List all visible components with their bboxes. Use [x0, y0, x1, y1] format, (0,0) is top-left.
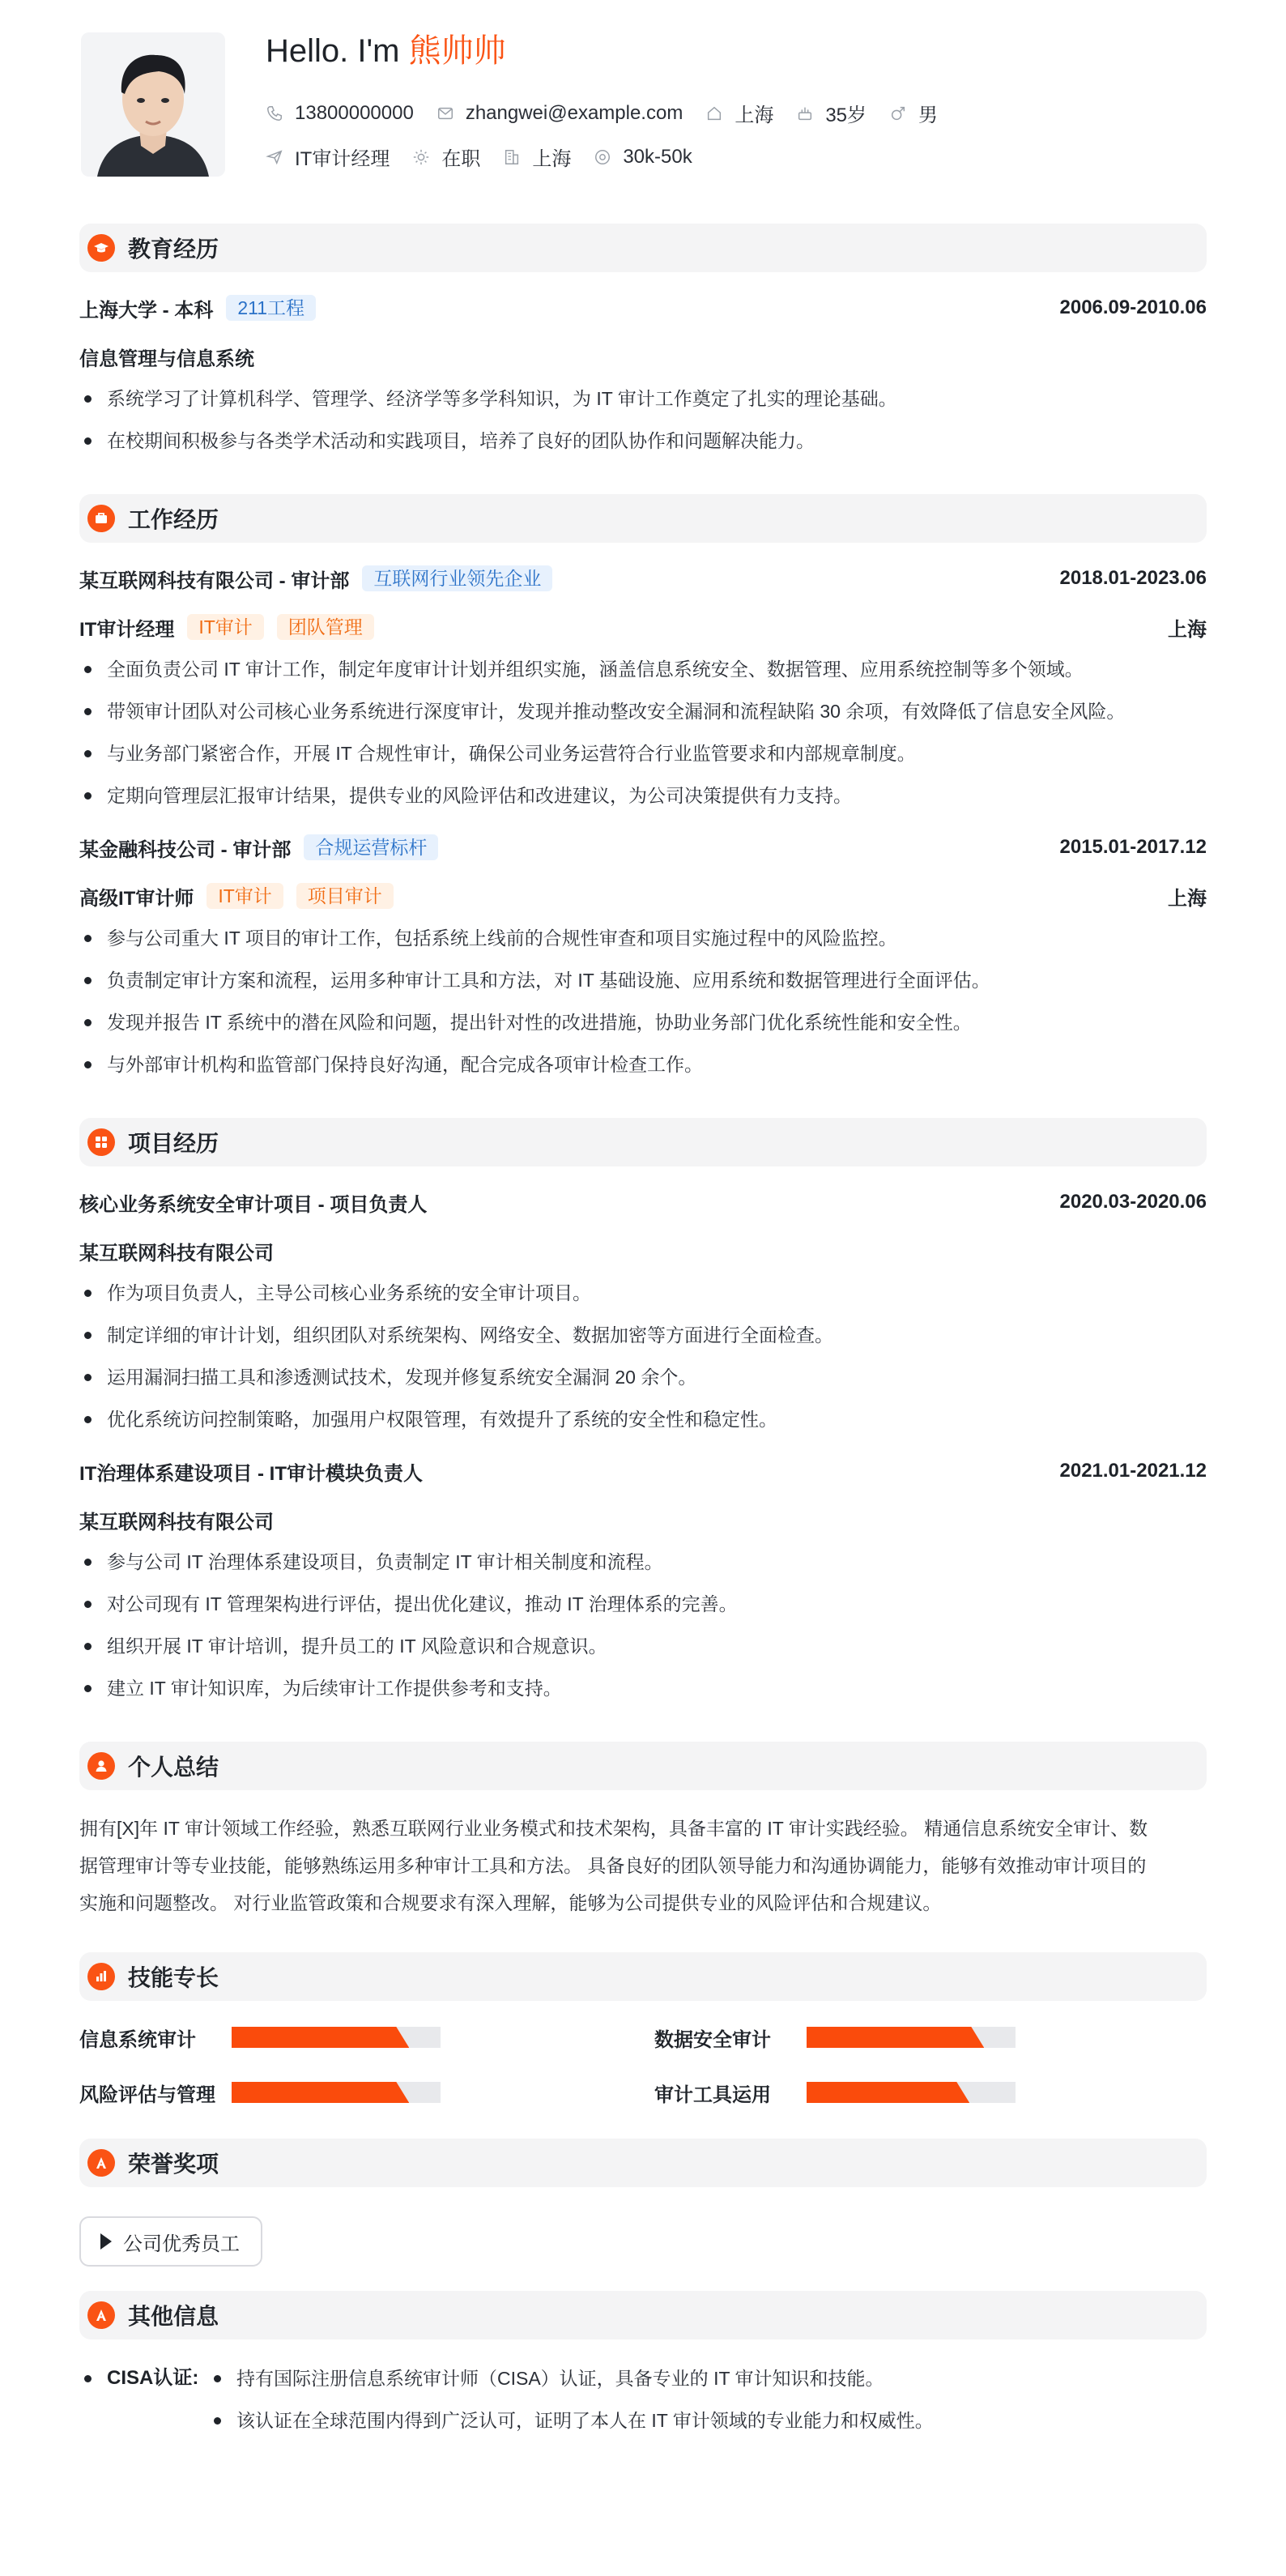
skill-item: [79, 2025, 654, 2049]
role-row: [79, 881, 1207, 911]
work-heading: [79, 494, 1207, 543]
role-tag: IT审计: [207, 883, 283, 909]
education-title: 教育经历: [128, 237, 219, 262]
gender-text: 男: [918, 104, 939, 126]
project-org: 某互联网科技有限公司: [79, 1511, 274, 1533]
list-item: 发现并报告 IT 系统中的潜在风险和问题，提出针对性的改进措施，协助业务部门优化系统性能和安全性。: [79, 1001, 1207, 1043]
skills-heading: [79, 1952, 1207, 2001]
job-date: 2015.01-2017.12: [1059, 836, 1207, 858]
company-tag: 合规运营标杆: [304, 834, 438, 860]
role-row: [79, 612, 1207, 642]
cert-bullets: [209, 2357, 1207, 2442]
job-location: 上海: [1168, 618, 1207, 641]
list-item: 参与公司重大 IT 项目的审计工作，包括系统上线前的合规性审查和项目实施过程中的风险监控。: [79, 917, 1207, 959]
skills-title: 技能专长: [128, 1965, 219, 1990]
bar-chart-icon: [87, 1963, 115, 1990]
project-date: 2020.03-2020.06: [1059, 1191, 1207, 1213]
job-title-text: IT审计经理: [295, 148, 390, 170]
city-text: 上海: [735, 104, 774, 126]
status-item: [412, 143, 480, 171]
city-item: [705, 99, 773, 127]
list-item: 建立 IT 审计知识库，为后续审计工作提供参考和支持。: [79, 1667, 1207, 1709]
other-info: [79, 2357, 1207, 2442]
email-text: zhangwei@example.com: [465, 101, 683, 124]
projects-heading: [79, 1118, 1207, 1166]
project-name: IT治理体系建设项目 - IT审计模块负责人: [79, 1462, 423, 1485]
list-item: 该认证在全球范围内得到广泛认可，证明了本人在 IT 审计领域的专业能力和权威性。: [209, 2399, 1207, 2442]
list-item: 参与公司 IT 治理体系建设项目，负责制定 IT 审计相关制度和流程。: [79, 1541, 1207, 1583]
education-bullets: [79, 377, 1207, 462]
cert-label: CISA认证:: [79, 2357, 198, 2399]
job-bullets: [79, 917, 1207, 1085]
salary-icon: [594, 148, 611, 166]
skill-name: 数据安全审计: [654, 2028, 771, 2051]
job-location: 上海: [1168, 887, 1207, 910]
projects-title: 项目经历: [128, 1131, 219, 1156]
age-item: [796, 99, 867, 127]
job-row: [266, 143, 715, 171]
job-date: 2018.01-2023.06: [1059, 567, 1207, 589]
building-icon: [503, 148, 521, 166]
play-icon: [100, 2233, 112, 2250]
skill-bar: [232, 2027, 441, 2048]
skill-bar-fill: [807, 2027, 984, 2048]
skill-bar: [807, 2082, 1016, 2103]
graduation-cap-icon: [87, 234, 115, 262]
status-text: 在职: [441, 148, 481, 170]
role-tag: 团队管理: [277, 614, 374, 640]
info-icon: [87, 2301, 115, 2329]
gender-icon: [889, 104, 907, 122]
skill-name: 信息系统审计: [79, 2028, 196, 2051]
education-heading: [79, 224, 1207, 272]
email-item: [436, 102, 683, 125]
list-item: 带领审计团队对公司核心业务系统进行深度审计，发现并推动整改安全漏洞和流程缺陷 30 余项，有效降低了信息安全风险。: [79, 690, 1207, 732]
skill-item: [654, 2080, 1221, 2105]
mail-icon: [436, 104, 454, 122]
salary-item: [594, 146, 692, 168]
avatar: [81, 32, 225, 177]
honors-heading: [79, 2139, 1207, 2187]
summary-line: 据管理审计等专业技能，能够熟练运用多种审计工具和方法。 具备良好的团队领导能力和沟通协调能力，能够有效推动审计项目的: [79, 1855, 1147, 1876]
project-header-row: [79, 1456, 1207, 1486]
project-header-row: [79, 1188, 1207, 1217]
summary-title: 个人总结: [128, 1755, 219, 1780]
list-item: 与外部审计机构和监管部门保持良好沟通，配合完成各项审计检查工作。: [79, 1043, 1207, 1085]
phone-text: 13800000000: [295, 101, 414, 124]
project-name: 核心业务系统安全审计项目 - 项目负责人: [79, 1193, 428, 1216]
send-icon: [266, 148, 283, 166]
list-item: 优化系统访问控制策略，加强用户权限管理，有效提升了系统的安全性和稳定性。: [79, 1398, 1207, 1440]
education-row: [79, 293, 1207, 322]
role-title: IT审计经理: [79, 618, 175, 641]
project-bullets: [79, 1541, 1207, 1709]
honors-title: 荣誉奖项: [128, 2152, 219, 2177]
skill-bar-fill: [807, 2082, 969, 2103]
role-tag: 项目审计: [296, 883, 394, 909]
status-icon: [412, 148, 430, 166]
list-item: 定期向管理层汇报审计结果，提供专业的风险评估和改进建议，为公司决策提供有力支持。: [79, 774, 1207, 817]
skill-bar: [232, 2082, 441, 2103]
profile-header: [79, 0, 1207, 209]
list-item: 与业务部门紧密合作，开展 IT 合规性审计，确保公司业务运营符合行业监管要求和内部规章制度。: [79, 732, 1207, 774]
skill-item: [654, 2025, 1221, 2049]
skill-bar-fill: [232, 2027, 409, 2048]
greeting-text: Hello. I'm: [266, 33, 400, 69]
award-icon: [87, 2149, 115, 2177]
contact-row: [266, 99, 960, 127]
summary-text: [79, 1810, 1207, 1921]
home-icon: [705, 104, 723, 122]
age-text: 35岁: [825, 104, 867, 126]
job-bullets: [79, 648, 1207, 817]
skill-bar-fill: [232, 2082, 409, 2103]
briefcase-icon: [87, 505, 115, 532]
other-title: 其他信息: [128, 2304, 219, 2329]
role-title: 高级IT审计师: [79, 887, 194, 910]
company-name: 某互联网科技有限公司 - 审计部: [79, 569, 350, 592]
summary-line: 拥有[X]年 IT 审计领域工作经验，熟悉互联网行业业务模式和技术架构，具备丰富的 IT 审计实践经验。 精通信息系统安全审计、数: [79, 1818, 1148, 1839]
work-title: 工作经历: [128, 507, 219, 532]
school-tag: 211工程: [226, 295, 316, 321]
list-item: 制定详细的审计计划，组织团队对系统架构、网络安全、数据加密等方面进行全面检查。: [79, 1314, 1207, 1356]
job-header-row: [79, 833, 1207, 862]
honors-list: [79, 2216, 1207, 2267]
skill-name: 审计工具运用: [654, 2083, 771, 2106]
project-date: 2021.01-2021.12: [1059, 1460, 1207, 1482]
skill-name: 风险评估与管理: [79, 2083, 215, 2106]
list-item: 组织开展 IT 审计培训，提升员工的 IT 风险意识和合规意识。: [79, 1625, 1207, 1667]
target-city-text: 上海: [532, 148, 572, 170]
company-name: 某金融科技公司 - 审计部: [79, 838, 292, 861]
target-city-item: [503, 143, 571, 171]
salary-text: 30k-50k: [623, 145, 692, 168]
major: 信息管理与信息系统: [79, 348, 254, 370]
job-header-row: [79, 564, 1207, 593]
company-tag: 互联网行业领先企业: [362, 565, 552, 591]
gender-item: [889, 99, 938, 127]
skill-bar: [807, 2027, 1016, 2048]
list-item: 对公司现有 IT 管理架构进行评估，提出优化建议，推动 IT 治理体系的完善。: [79, 1583, 1207, 1625]
list-item: 全面负责公司 IT 审计工作，制定年度审计计划并组织实施，涵盖信息系统安全、数据管理、应用系统控制等多个领域。: [79, 648, 1207, 690]
phone-icon: [266, 104, 283, 122]
list-item: 运用漏洞扫描工具和渗透测试技术，发现并修复系统安全漏洞 20 余个。: [79, 1356, 1207, 1398]
project-org: 某互联网科技有限公司: [79, 1242, 274, 1265]
job-item: [266, 143, 390, 171]
list-item: 负责制定审计方案和流程，运用多种审计工具和方法，对 IT 基础设施、应用系统和数据管理进行全面评估。: [79, 959, 1207, 1001]
list-item: 持有国际注册信息系统审计师（CISA）认证，具备专业的 IT 审计知识和技能。: [209, 2357, 1207, 2399]
grid-icon: [87, 1128, 115, 1156]
skill-item: [79, 2080, 654, 2105]
cake-icon: [796, 104, 814, 122]
education-date: 2006.09-2010.06: [1059, 296, 1207, 318]
project-bullets: [79, 1272, 1207, 1440]
candidate-name: 熊帅帅: [408, 33, 506, 69]
list-item: 作为项目负责人，主导公司核心业务系统的安全审计项目。: [79, 1272, 1207, 1314]
summary-line: 实施和问题整改。 对行业监管政策和合规要求有深入理解，能够为公司提供专业的风险评估和合规建议。: [79, 1892, 942, 1913]
other-heading: [79, 2291, 1207, 2339]
list-item: 系统学习了计算机科学、管理学、经济学等多学科知识，为 IT 审计工作奠定了扎实的理论基础。: [79, 377, 1207, 420]
greeting: [266, 29, 506, 73]
award-chip: [79, 2216, 262, 2267]
role-tag: IT审计: [187, 614, 263, 640]
award-label: 公司优秀员工: [123, 2233, 240, 2255]
summary-heading: [79, 1742, 1207, 1790]
school-name: 上海大学 - 本科: [79, 299, 214, 322]
phone-item: [266, 102, 414, 125]
person-icon: [87, 1752, 115, 1780]
list-item: 在校期间积极参与各类学术活动和实践项目，培养了良好的团队协作和问题解决能力。: [79, 420, 1207, 462]
skills-grid: [79, 2025, 1207, 2105]
